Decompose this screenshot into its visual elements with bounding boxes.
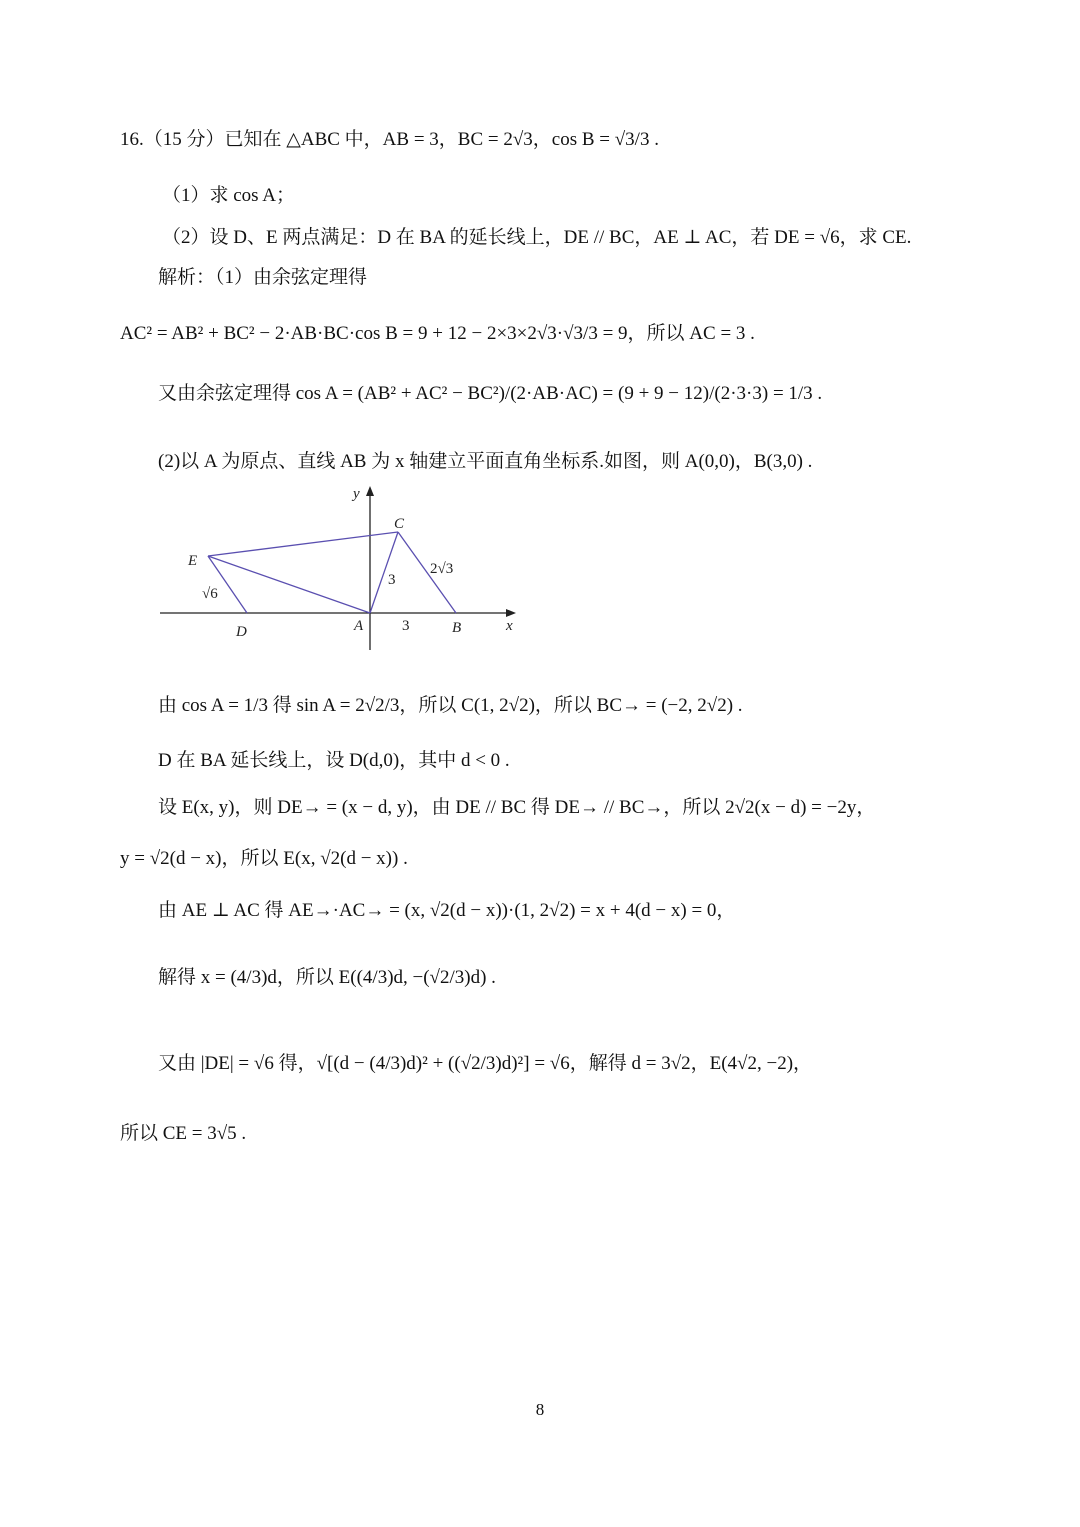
label-length-DE: √6 <box>202 586 218 602</box>
label-length-BC: 2√3 <box>430 561 454 577</box>
label-x-axis: x <box>506 618 513 634</box>
label-point-E: E <box>188 553 198 569</box>
label-point-A: A <box>354 618 364 634</box>
x-axis-arrow-icon <box>506 609 516 617</box>
problem-header: 16.（15 分）已知在 △ABC 中，AB = 3，BC = 2√3，cos B = √3/3 . <box>120 129 659 150</box>
solution-step-3: (2)以 A 为原点、直线 AB 为 x 轴建立平面直角坐标系.如图，则 A(0,0)，B(3,0) . <box>158 451 813 472</box>
solution-step-9: 解得 x = (4/3)d，所以 E((4/3)d, −(√2/3)d) . <box>158 967 496 988</box>
solution-step-6: 设 E(x, y)，则 DE→ = (x − d, y)，由 DE // BC 得 DE→ // BC→，所以 2√2(x − d) = −2y， <box>158 797 876 818</box>
segment-ED <box>208 556 247 613</box>
question-1: （1）求 cos A； <box>162 185 296 206</box>
solution-intro: 解析：（1）由余弦定理得 <box>158 267 368 288</box>
figure-lines <box>208 532 456 613</box>
solution-step-5: D 在 BA 延长线上，设 D(d,0)，其中 d < 0 . <box>158 750 510 771</box>
segment-EA <box>208 556 370 613</box>
page-number: 8 <box>535 1400 545 1419</box>
label-length-AB: 3 <box>402 618 410 634</box>
y-axis-arrow-icon <box>366 486 374 496</box>
coordinate-diagram <box>150 478 530 658</box>
solution-step-4: 由 cos A = 1/3 得 sin A = 2√2/3，所以 C(1, 2√2)，所以 BC→ = (−2, 2√2) . <box>158 695 743 716</box>
solution-step-2: 又由余弦定理得 cos A = (AB² + AC² − BC²)/(2·AB·AC) = (9 + 9 − 12)/(2·3·3) = 1/3 . <box>158 383 823 404</box>
solution-step-7: y = √2(d − x)，所以 E(x, √2(d − x)) . <box>120 848 408 869</box>
label-y-axis: y <box>353 486 360 502</box>
solution-step-8: 由 AE ⊥ AC 得 AE→·AC→ = (x, √2(d − x))·(1, 2√2) = x + 4(d − x) = 0， <box>158 900 736 921</box>
solution-step-10: 又由 |DE| = √6 得，√[(d − (4/3)d)² + ((√2/3)d)²] = √6，解得 d = 3√2，E(4√2, −2)， <box>158 1053 813 1074</box>
label-point-D: D <box>236 624 247 640</box>
label-length-AC: 3 <box>388 572 396 588</box>
question-2: （2）设 D、E 两点满足：D 在 BA 的延长线上，DE // BC，AE ⊥ AC，若 DE = √6，求 CE. <box>162 227 912 248</box>
solution-step-11: 所以 CE = 3√5 . <box>120 1123 247 1144</box>
solution-step-1: AC² = AB² + BC² − 2·AB·BC·cos B = 9 + 12 − 2×3×2√3·√3/3 = 9，所以 AC = 3 . <box>120 323 755 344</box>
label-point-C: C <box>394 516 405 532</box>
label-point-B: B <box>452 620 462 636</box>
